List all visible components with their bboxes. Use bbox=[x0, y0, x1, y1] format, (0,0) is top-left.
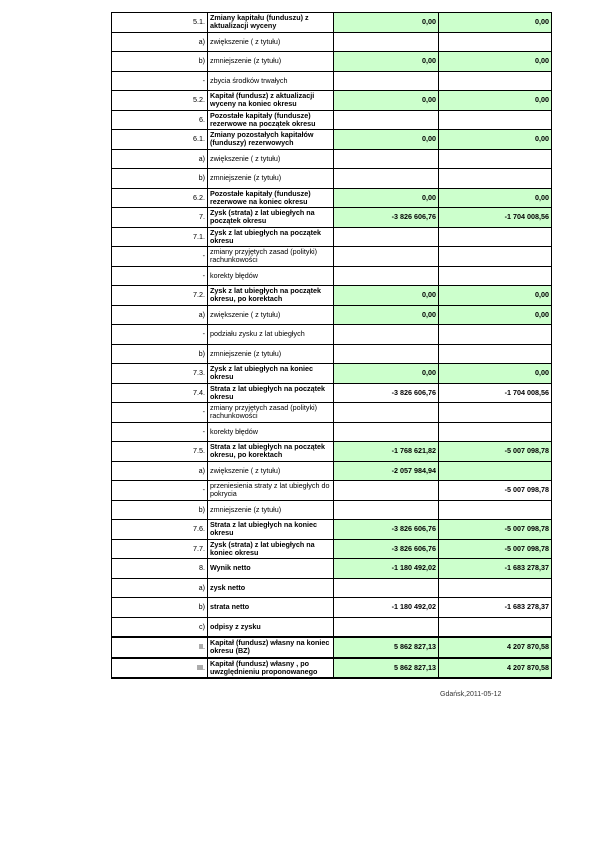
row-label: zmniejszenie (z tytułu) bbox=[208, 52, 334, 72]
table-row bbox=[112, 13, 552, 33]
value-previous-year: 4 207 870,58 bbox=[439, 658, 552, 679]
value-current-year: 0,00 bbox=[334, 13, 439, 33]
value-current-year bbox=[334, 325, 439, 345]
value-previous-year bbox=[439, 266, 552, 286]
row-label: Zysk (strata) z lat ubiegłych na koniec okresu bbox=[208, 539, 334, 559]
equity-changes-table bbox=[111, 12, 552, 679]
value-previous-year bbox=[439, 617, 552, 637]
value-previous-year: -5 007 098,78 bbox=[439, 520, 552, 540]
row-number: b) bbox=[112, 500, 208, 520]
row-number: b) bbox=[112, 344, 208, 364]
value-current-year: -2 057 984,94 bbox=[334, 461, 439, 481]
table-row bbox=[112, 227, 552, 247]
value-previous-year bbox=[439, 110, 552, 130]
value-current-year bbox=[334, 422, 439, 442]
table-row bbox=[112, 344, 552, 364]
value-current-year bbox=[334, 149, 439, 169]
row-number: - bbox=[112, 403, 208, 423]
row-number: 7. bbox=[112, 208, 208, 228]
row-number: a) bbox=[112, 578, 208, 598]
row-number: 5.2. bbox=[112, 91, 208, 111]
table-row bbox=[112, 208, 552, 228]
row-label: Strata z lat ubiegłych na koniec okresu bbox=[208, 520, 334, 540]
row-number: 5.1. bbox=[112, 13, 208, 33]
row-number: 7.5. bbox=[112, 442, 208, 462]
value-current-year bbox=[334, 71, 439, 91]
row-number: III. bbox=[112, 658, 208, 679]
place-date: Gdańsk,2011-05-12 bbox=[440, 691, 502, 698]
row-number: 7.2. bbox=[112, 286, 208, 306]
table-row bbox=[112, 286, 552, 306]
table-row bbox=[112, 598, 552, 618]
row-label: Zysk (strata) z lat ubiegłych na początek okresu bbox=[208, 208, 334, 228]
table-row bbox=[112, 658, 552, 679]
value-previous-year: 0,00 bbox=[439, 91, 552, 111]
table-row bbox=[112, 383, 552, 403]
value-previous-year: 0,00 bbox=[439, 52, 552, 72]
value-previous-year bbox=[439, 422, 552, 442]
table-row bbox=[112, 442, 552, 462]
value-previous-year bbox=[439, 578, 552, 598]
value-previous-year: 0,00 bbox=[439, 188, 552, 208]
table-row bbox=[112, 91, 552, 111]
table-row bbox=[112, 188, 552, 208]
value-current-year: -3 826 606,76 bbox=[334, 208, 439, 228]
value-previous-year bbox=[439, 403, 552, 423]
table-row bbox=[112, 637, 552, 658]
row-number: a) bbox=[112, 149, 208, 169]
value-current-year bbox=[334, 169, 439, 189]
row-number: 7.7. bbox=[112, 539, 208, 559]
row-number: a) bbox=[112, 461, 208, 481]
value-current-year: 0,00 bbox=[334, 364, 439, 384]
value-current-year bbox=[334, 481, 439, 501]
table-row bbox=[112, 130, 552, 150]
value-previous-year: -5 007 098,78 bbox=[439, 539, 552, 559]
value-current-year: 0,00 bbox=[334, 188, 439, 208]
value-current-year bbox=[334, 403, 439, 423]
value-previous-year: -1 704 008,56 bbox=[439, 208, 552, 228]
row-label: Kapitał (fundusz) z aktualizacji wyceny na koniec okresu bbox=[208, 91, 334, 111]
value-current-year: 5 862 827,13 bbox=[334, 658, 439, 679]
value-previous-year: -5 007 098,78 bbox=[439, 442, 552, 462]
value-previous-year bbox=[439, 71, 552, 91]
row-label: Zmiany kapitału (funduszu) z aktualizacji wyceny bbox=[208, 13, 334, 33]
row-label: podziału zysku z lat ubiegłych bbox=[208, 325, 334, 345]
value-previous-year: 0,00 bbox=[439, 13, 552, 33]
row-label: Wynik netto bbox=[208, 559, 334, 579]
value-current-year: -3 826 606,76 bbox=[334, 383, 439, 403]
row-label: zwiększenie ( z tytułu) bbox=[208, 461, 334, 481]
value-current-year bbox=[334, 617, 439, 637]
row-label: korekty błędów bbox=[208, 422, 334, 442]
value-current-year bbox=[334, 344, 439, 364]
value-current-year: -1 180 492,02 bbox=[334, 559, 439, 579]
row-label: przeniesienia straty z lat ubiegłych do pokrycia bbox=[208, 481, 334, 501]
table-row bbox=[112, 559, 552, 579]
table-row bbox=[112, 266, 552, 286]
table-row bbox=[112, 617, 552, 637]
row-number: - bbox=[112, 71, 208, 91]
table-row bbox=[112, 403, 552, 423]
row-number: 7.3. bbox=[112, 364, 208, 384]
row-label: Zysk z lat ubiegłych na początek okresu bbox=[208, 227, 334, 247]
value-current-year: 0,00 bbox=[334, 52, 439, 72]
value-previous-year bbox=[439, 227, 552, 247]
row-label: zmiany przyjętych zasad (polityki) rachunkowości bbox=[208, 247, 334, 267]
table-row bbox=[112, 461, 552, 481]
value-current-year bbox=[334, 266, 439, 286]
value-previous-year: 0,00 bbox=[439, 130, 552, 150]
row-label: zmiany przyjętych zasad (polityki) rachunkowości bbox=[208, 403, 334, 423]
value-current-year bbox=[334, 110, 439, 130]
row-label: zwiększenie ( z tytułu) bbox=[208, 149, 334, 169]
row-number: II. bbox=[112, 637, 208, 658]
value-current-year bbox=[334, 227, 439, 247]
row-number: - bbox=[112, 247, 208, 267]
row-number: 6. bbox=[112, 110, 208, 130]
row-number: a) bbox=[112, 32, 208, 52]
table-row bbox=[112, 71, 552, 91]
row-label: strata netto bbox=[208, 598, 334, 618]
value-current-year: -1 768 621,82 bbox=[334, 442, 439, 462]
table-row bbox=[112, 52, 552, 72]
table-row bbox=[112, 305, 552, 325]
table-row bbox=[112, 247, 552, 267]
table-row bbox=[112, 578, 552, 598]
row-label: zbycia środków trwałych bbox=[208, 71, 334, 91]
value-previous-year bbox=[439, 461, 552, 481]
row-number: b) bbox=[112, 598, 208, 618]
table-row bbox=[112, 539, 552, 559]
value-current-year: 0,00 bbox=[334, 286, 439, 306]
value-previous-year: -5 007 098,78 bbox=[439, 481, 552, 501]
row-label: Kapitał (fundusz) własny , po uwzględnieniu proponowanego bbox=[208, 658, 334, 679]
table-row bbox=[112, 481, 552, 501]
row-number: 6.1. bbox=[112, 130, 208, 150]
row-label: Zysk z lat ubiegłych na koniec okresu bbox=[208, 364, 334, 384]
row-number: 8. bbox=[112, 559, 208, 579]
row-number: 7.6. bbox=[112, 520, 208, 540]
table-row bbox=[112, 422, 552, 442]
row-label: odpisy z zysku bbox=[208, 617, 334, 637]
row-number: 6.2. bbox=[112, 188, 208, 208]
row-number: 7.4. bbox=[112, 383, 208, 403]
row-label: zysk netto bbox=[208, 578, 334, 598]
value-current-year bbox=[334, 32, 439, 52]
value-previous-year: -1 704 008,56 bbox=[439, 383, 552, 403]
table-row bbox=[112, 110, 552, 130]
value-previous-year bbox=[439, 247, 552, 267]
table-row bbox=[112, 325, 552, 345]
row-label: Zysk z lat ubiegłych na początek okresu, po korektach bbox=[208, 286, 334, 306]
table-row bbox=[112, 364, 552, 384]
row-number: b) bbox=[112, 52, 208, 72]
value-current-year bbox=[334, 578, 439, 598]
table-row bbox=[112, 169, 552, 189]
value-previous-year: 0,00 bbox=[439, 364, 552, 384]
row-label: Pozostałe kapitały (fundusze) rezerwowe na początek okresu bbox=[208, 110, 334, 130]
value-current-year: 5 862 827,13 bbox=[334, 637, 439, 658]
value-current-year: 0,00 bbox=[334, 91, 439, 111]
value-current-year: -1 180 492,02 bbox=[334, 598, 439, 618]
value-previous-year: 4 207 870,58 bbox=[439, 637, 552, 658]
row-number: - bbox=[112, 422, 208, 442]
row-label: Kapitał (fundusz) własny na koniec okresu (BZ) bbox=[208, 637, 334, 658]
row-label: zmniejszenie (z tytułu) bbox=[208, 169, 334, 189]
row-label: korekty błędów bbox=[208, 266, 334, 286]
row-number: a) bbox=[112, 305, 208, 325]
row-label: Zmiany pozostałych kapitałów (funduszy) rezerwowych bbox=[208, 130, 334, 150]
row-number: - bbox=[112, 481, 208, 501]
row-label: zmniejszenie (z tytułu) bbox=[208, 500, 334, 520]
value-current-year: 0,00 bbox=[334, 305, 439, 325]
row-number: 7.1. bbox=[112, 227, 208, 247]
value-current-year bbox=[334, 500, 439, 520]
value-previous-year: 0,00 bbox=[439, 286, 552, 306]
row-label: zwiększenie ( z tytułu) bbox=[208, 305, 334, 325]
value-current-year bbox=[334, 247, 439, 267]
row-label: zwiększenie ( z tytułu) bbox=[208, 32, 334, 52]
value-current-year: -3 826 606,76 bbox=[334, 520, 439, 540]
row-label: Pozostałe kapitały (fundusze) rezerwowe na koniec okresu bbox=[208, 188, 334, 208]
value-previous-year bbox=[439, 500, 552, 520]
value-previous-year bbox=[439, 344, 552, 364]
table-row bbox=[112, 149, 552, 169]
value-previous-year bbox=[439, 169, 552, 189]
row-number: b) bbox=[112, 169, 208, 189]
row-number: - bbox=[112, 266, 208, 286]
table-row bbox=[112, 520, 552, 540]
row-number: c) bbox=[112, 617, 208, 637]
value-previous-year: 0,00 bbox=[439, 305, 552, 325]
value-previous-year: -1 683 278,37 bbox=[439, 559, 552, 579]
table-row bbox=[112, 32, 552, 52]
value-current-year: 0,00 bbox=[334, 130, 439, 150]
row-label: Strata z lat ubiegłych na początek okresu bbox=[208, 383, 334, 403]
value-previous-year bbox=[439, 149, 552, 169]
value-previous-year: -1 683 278,37 bbox=[439, 598, 552, 618]
value-previous-year bbox=[439, 32, 552, 52]
value-current-year: -3 826 606,76 bbox=[334, 539, 439, 559]
row-number: - bbox=[112, 325, 208, 345]
value-previous-year bbox=[439, 325, 552, 345]
row-label: Strata z lat ubiegłych na początek okresu, po korektach bbox=[208, 442, 334, 462]
table-body bbox=[112, 13, 552, 679]
row-label: zmniejszenie (z tytułu) bbox=[208, 344, 334, 364]
table-row bbox=[112, 500, 552, 520]
